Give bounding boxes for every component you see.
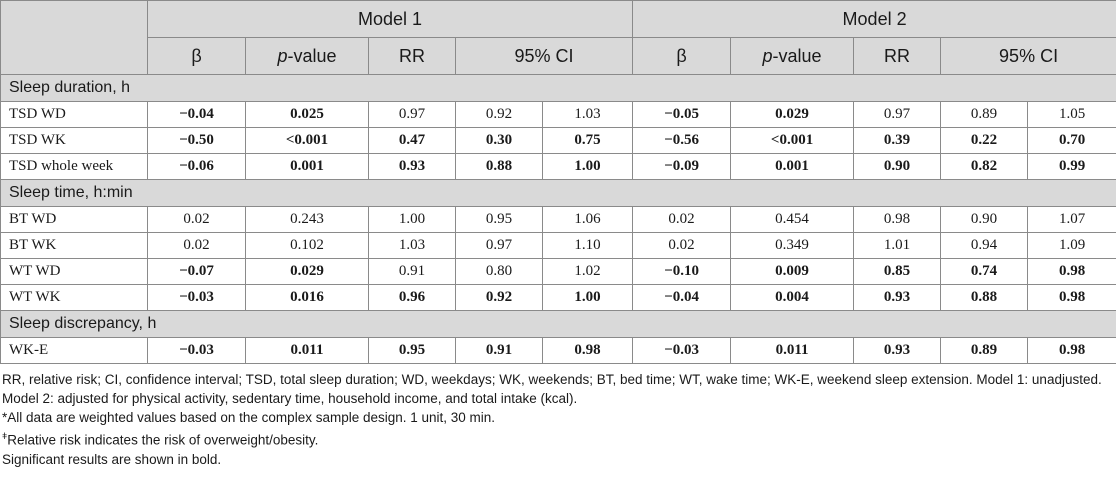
table-cell: 0.92: [456, 285, 543, 311]
table-cell: 0.95: [456, 207, 543, 233]
table-row: [1, 259, 1116, 285]
table-cell: 1.10: [543, 233, 633, 259]
col-rr-m1: RR: [369, 38, 456, 75]
section-row: [1, 180, 1116, 207]
table-cell: −0.04: [633, 285, 731, 311]
table-cell: 1.02: [543, 259, 633, 285]
table-cell: 0.02: [148, 207, 246, 233]
table-cell: 0.93: [854, 338, 941, 364]
table-cell: 0.02: [633, 207, 731, 233]
table-cell: 0.74: [941, 259, 1028, 285]
table-cell: 0.30: [456, 128, 543, 154]
table-cell: 0.97: [456, 233, 543, 259]
table-cell: 0.89: [941, 338, 1028, 364]
model2-header: Model 2: [633, 1, 1116, 38]
table-cell: 0.85: [854, 259, 941, 285]
table-cell: 0.92: [456, 102, 543, 128]
header-row-models: [1, 1, 1116, 38]
row-label: WT WD: [1, 259, 148, 285]
section-row: [1, 75, 1116, 102]
bold-note: Significant results are shown in bold.: [2, 451, 222, 467]
table-cell: 0.02: [633, 233, 731, 259]
table-row: [1, 285, 1116, 311]
corner-cell: [1, 1, 148, 75]
table-cell: 0.22: [941, 128, 1028, 154]
table-cell: 0.94: [941, 233, 1028, 259]
table-cell: 1.09: [1028, 233, 1116, 259]
col-beta-m1: β: [148, 38, 246, 75]
table-cell: 1.07: [1028, 207, 1116, 233]
table-cell: 0.029: [246, 259, 369, 285]
table-cell: 0.011: [246, 338, 369, 364]
table-cell: 0.47: [369, 128, 456, 154]
table-cell: 0.001: [731, 154, 854, 180]
table-cell: −0.10: [633, 259, 731, 285]
table-cell: 0.89: [941, 102, 1028, 128]
table-cell: 0.91: [456, 338, 543, 364]
table-cell: −0.04: [148, 102, 246, 128]
table-row: [1, 154, 1116, 180]
section-row: [1, 311, 1116, 338]
table-cell: <0.001: [731, 128, 854, 154]
table-cell: 0.80: [456, 259, 543, 285]
table-cell: 0.016: [246, 285, 369, 311]
section-title: Sleep time, h:min: [1, 180, 1116, 207]
p-rest: -value: [287, 45, 337, 66]
section-title: Sleep discrepancy, h: [1, 311, 1116, 338]
rr-note-text: Relative risk indicates the risk of overweight/obesity.: [7, 432, 319, 448]
col-ci-m1: 95% CI: [456, 38, 633, 75]
table-cell: 0.97: [854, 102, 941, 128]
table-cell: 0.011: [731, 338, 854, 364]
table-row: [1, 102, 1116, 128]
row-label: WT WK: [1, 285, 148, 311]
model1-header: Model 1: [148, 1, 633, 38]
p-italic: p: [277, 45, 288, 66]
p-italic: p: [762, 45, 773, 66]
table-cell: 0.243: [246, 207, 369, 233]
table-cell: −0.09: [633, 154, 731, 180]
table-cell: 0.99: [1028, 154, 1116, 180]
table-cell: 1.05: [1028, 102, 1116, 128]
table-cell: 0.98: [854, 207, 941, 233]
table-cell: 0.02: [148, 233, 246, 259]
table-cell: 0.90: [854, 154, 941, 180]
table-cell: 1.03: [369, 233, 456, 259]
table-cell: 0.001: [246, 154, 369, 180]
table-cell: 0.95: [369, 338, 456, 364]
table-cell: 0.96: [369, 285, 456, 311]
col-rr-m2: RR: [854, 38, 941, 75]
table-cell: 0.97: [369, 102, 456, 128]
table-cell: 1.00: [369, 207, 456, 233]
table-cell: 1.03: [543, 102, 633, 128]
table-cell: 0.90: [941, 207, 1028, 233]
table-cell: 1.06: [543, 207, 633, 233]
abbreviation-note: RR, relative risk; CI, confidence interval; TSD, total sleep duration; WD, weekdays; WK, weekends; BT, bed time; WT, wake time; WK-E, weekend sleep extension. Model 1: unadjusted. Model 2: adjusted for physical activity, sedentary time, household income, and total intake (kcal).: [2, 372, 1102, 406]
table-cell: 0.88: [456, 154, 543, 180]
table-cell: 0.009: [731, 259, 854, 285]
table-cell: −0.56: [633, 128, 731, 154]
table-cell: 0.004: [731, 285, 854, 311]
table-cell: 0.98: [1028, 338, 1116, 364]
table-cell: 0.025: [246, 102, 369, 128]
table-cell: −0.03: [148, 285, 246, 311]
table-cell: −0.03: [633, 338, 731, 364]
table-row: [1, 338, 1116, 364]
row-label: BT WK: [1, 233, 148, 259]
row-label: TSD whole week: [1, 154, 148, 180]
table-cell: 0.98: [1028, 259, 1116, 285]
p-rest: -value: [772, 45, 822, 66]
row-label: WK-E: [1, 338, 148, 364]
table-cell: 0.75: [543, 128, 633, 154]
table-cell: 0.98: [543, 338, 633, 364]
table-cell: −0.07: [148, 259, 246, 285]
row-label: TSD WK: [1, 128, 148, 154]
table-cell: 0.93: [369, 154, 456, 180]
table-cell: −0.03: [148, 338, 246, 364]
table-cell: −0.50: [148, 128, 246, 154]
row-label: TSD WD: [1, 102, 148, 128]
table-cell: <0.001: [246, 128, 369, 154]
table-cell: −0.06: [148, 154, 246, 180]
table-cell: 0.70: [1028, 128, 1116, 154]
rr-note: [2, 427, 1112, 450]
table-row: [1, 128, 1116, 154]
table-cell: −0.05: [633, 102, 731, 128]
table-cell: 0.39: [854, 128, 941, 154]
rr-footnote-mark: ǂ: [2, 431, 8, 441]
table-notes: [0, 364, 1116, 469]
col-ci-m2: 95% CI: [941, 38, 1116, 75]
table-cell: 0.349: [731, 233, 854, 259]
table-cell: 0.88: [941, 285, 1028, 311]
header-row-columns: [1, 38, 1116, 75]
weighted-note: *All data are weighted values based on the complex sample design. 1 unit, 30 min.: [2, 410, 496, 425]
col-beta-m2: β: [633, 38, 731, 75]
table-cell: 0.102: [246, 233, 369, 259]
table-cell: 1.01: [854, 233, 941, 259]
table-cell: 1.00: [543, 154, 633, 180]
table-cell: 0.93: [854, 285, 941, 311]
table-cell: 0.029: [731, 102, 854, 128]
row-label: BT WD: [1, 207, 148, 233]
col-pvalue-m2: [731, 38, 854, 75]
section-title: Sleep duration, h: [1, 75, 1116, 102]
table-cell: 0.82: [941, 154, 1028, 180]
col-pvalue-m1: [246, 38, 369, 75]
table-cell: 0.454: [731, 207, 854, 233]
table-row: [1, 233, 1116, 259]
table-cell: 0.98: [1028, 285, 1116, 311]
table-body: [1, 75, 1116, 364]
table-row: [1, 207, 1116, 233]
table-cell: 1.00: [543, 285, 633, 311]
table-cell: 0.91: [369, 259, 456, 285]
